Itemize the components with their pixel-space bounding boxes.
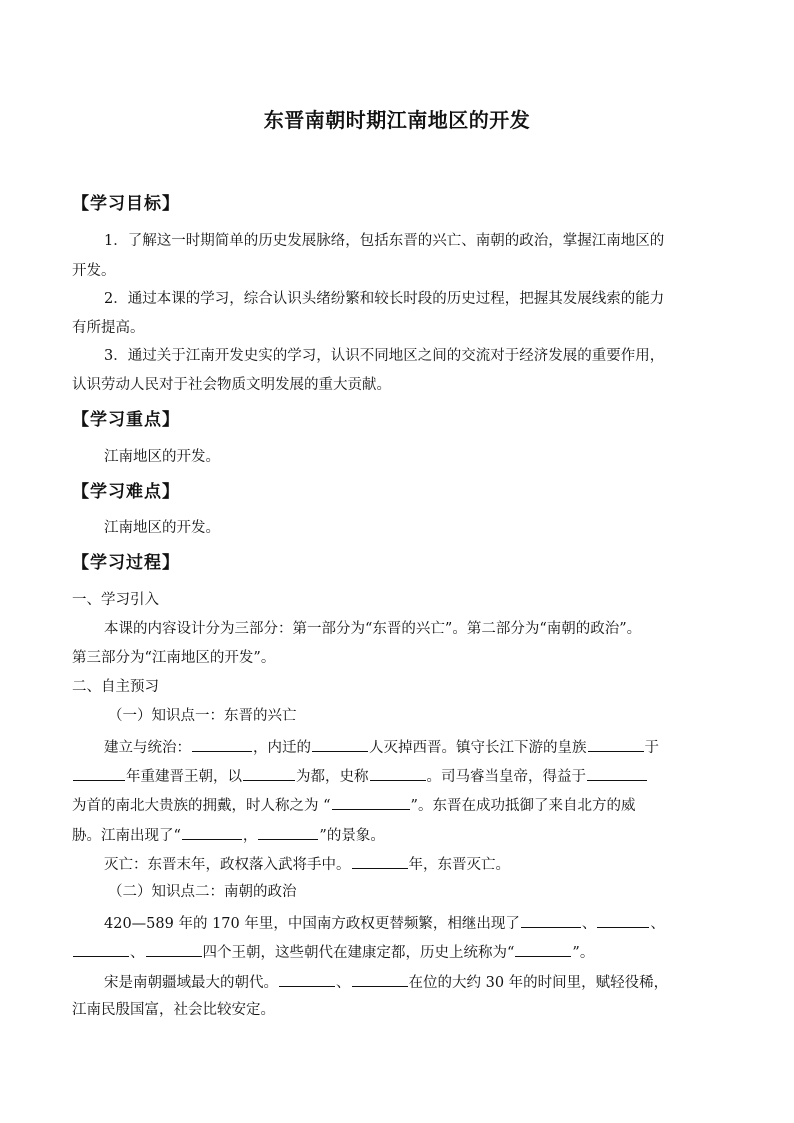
text-fragment: ”的景象。 — [319, 828, 385, 844]
section-heading-difficulty: 【学习难点】 — [72, 482, 180, 502]
southern-dynasties-line-2 — [72, 941, 594, 963]
song-line-1 — [104, 971, 668, 993]
text-fragment: 在位的大约 30 年的时间里，赋轻役稀， — [408, 975, 669, 991]
establishment-line-4 — [72, 824, 385, 846]
knowledge-point-1-heading: （一）知识点一：东晋的兴亡 — [108, 708, 297, 724]
fill-blank[interactable] — [597, 912, 649, 928]
fill-blank[interactable] — [588, 736, 644, 752]
text-fragment: 、 — [130, 945, 145, 961]
text-fragment: ，内迁的 — [253, 740, 311, 756]
fill-blank[interactable] — [73, 941, 129, 957]
difficulty-text: 江南地区的开发。 — [104, 520, 220, 536]
goal-3-line-2: 认识劳动人民对于社会物质文明发展的重大贡献。 — [72, 377, 391, 393]
goal-2-line-2: 有所提高。 — [72, 320, 145, 336]
fill-blank[interactable] — [587, 765, 647, 781]
subsection-preview-heading: 二、自主预习 — [72, 679, 159, 695]
fall-line — [104, 853, 510, 875]
page-title: 东晋南朝时期江南地区的开发 — [263, 108, 531, 132]
fill-blank[interactable] — [521, 912, 581, 928]
intro-line-2: 第三部分为“江南地区的开发”。 — [72, 650, 276, 666]
goal-3-line-1: 3．通过关于江南开发史实的学习，认识不同地区之间的交流对于经济发展的重要作用， — [104, 348, 665, 364]
text-fragment: 宋是南朝疆域最大的朝代。 — [104, 975, 278, 991]
text-fragment: ”。 — [572, 945, 595, 961]
text-fragment: 。司马睿当皇帝，得益于 — [426, 769, 586, 785]
fill-blank[interactable] — [352, 971, 408, 987]
text-fragment: 为都，史称 — [296, 769, 369, 785]
intro-line-1: 本课的内容设计分为三部分：第一部分为“东晋的兴亡”。第二部分为“南朝的政治”。 — [104, 621, 642, 637]
establishment-line-1 — [104, 736, 659, 758]
fill-blank[interactable] — [192, 736, 252, 752]
fill-blank[interactable] — [73, 765, 125, 781]
fill-blank[interactable] — [146, 941, 202, 957]
section-heading-goals: 【学习目标】 — [72, 194, 180, 214]
fill-blank[interactable] — [352, 853, 408, 869]
text-fragment: 年，东晋灭亡。 — [408, 857, 510, 873]
text-fragment: 人灭掉西晋。镇守长江下游的皇族 — [369, 740, 587, 756]
text-fragment: 建立与统治： — [104, 740, 191, 756]
text-fragment: 为首的南北大贵族的拥戴，时人称之为 “ — [72, 798, 331, 814]
text-fragment: 四个王朝，这些朝代在建康定都，历史上统称为“ — [202, 945, 515, 961]
goal-1-line-1: 1．了解这一时期简单的历史发展脉络，包括东晋的兴亡、南朝的政治，掌握江南地区的 — [104, 233, 665, 249]
fill-blank[interactable] — [332, 794, 410, 810]
text-fragment: 、 — [650, 916, 665, 932]
text-fragment: 、 — [336, 975, 351, 991]
text-fragment: 于 — [644, 740, 659, 756]
fill-blank[interactable] — [243, 765, 295, 781]
fill-blank[interactable] — [312, 736, 368, 752]
text-fragment: 、 — [581, 916, 597, 932]
fill-blank[interactable] — [258, 824, 318, 840]
text-fragment: 胁。江南出现了“ — [72, 828, 181, 844]
goal-1-line-2: 开发。 — [72, 263, 116, 279]
goal-2-line-1: 2．通过本课的学习，综合认识头绪纷繁和较长时段的历史过程，把握其发展线索的能力 — [104, 291, 665, 307]
fill-blank[interactable] — [279, 971, 335, 987]
fill-blank[interactable] — [515, 941, 571, 957]
text-fragment: ， — [242, 828, 258, 844]
text-fragment: 420—589 年的 170 年里，中国南方政权更替频繁，相继出现了 — [104, 916, 520, 932]
subsection-intro-heading: 一、学习引入 — [72, 592, 159, 608]
fill-blank[interactable] — [182, 824, 242, 840]
establishment-line-2 — [72, 765, 648, 787]
text-fragment: 灭亡：东晋末年，政权落入武将手中。 — [104, 857, 351, 873]
knowledge-point-2-heading: （二）知识点二：南朝的政治 — [108, 884, 297, 900]
song-line-2: 江南民殷国富，社会比较安定。 — [72, 1002, 275, 1018]
section-heading-process: 【学习过程】 — [72, 553, 180, 573]
text-fragment: 年重建晋王朝，以 — [126, 769, 242, 785]
southern-dynasties-line-1 — [104, 912, 665, 934]
establishment-line-3 — [72, 794, 635, 816]
focus-text: 江南地区的开发。 — [104, 449, 220, 465]
text-fragment: ”。东晋在成功抵御了来自北方的威 — [410, 798, 636, 814]
section-heading-focus: 【学习重点】 — [72, 410, 180, 430]
fill-blank[interactable] — [370, 765, 426, 781]
